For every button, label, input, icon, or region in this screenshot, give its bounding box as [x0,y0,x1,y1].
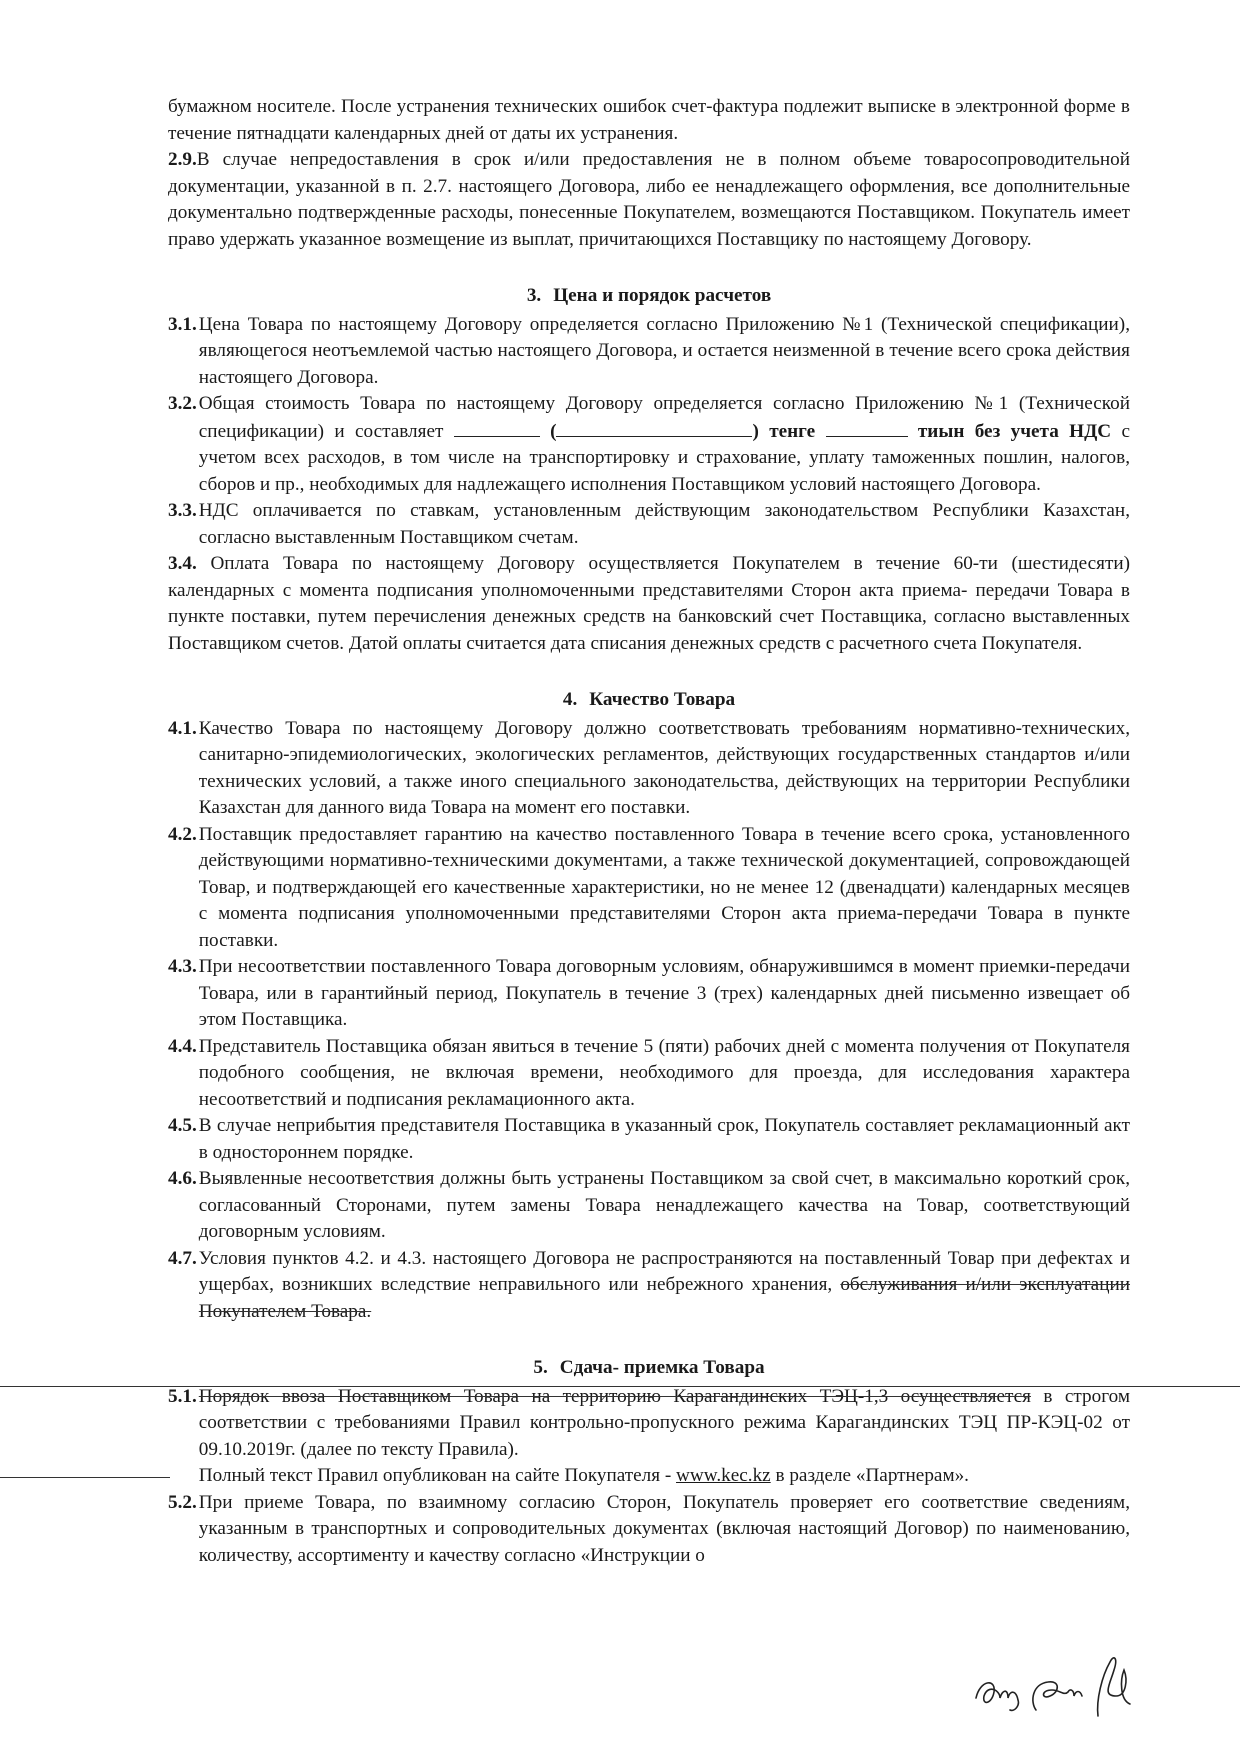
clause-3-4 [168,551,1130,657]
tenge-label: тенге [769,420,816,442]
clause-text: Выявленные несоответствия должны быть устранены Поставщиком за свой счет, в максимально короткий срок, согласованный Сторонами, путем замены Товара ненадлежащего качества на Товар, соответствующий договорным условиям. [198,1168,1130,1242]
clause-5-1 [168,1384,1130,1490]
clause-number: 4.6. [168,1168,197,1189]
clause-text: В случае неприбытия представителя Поставщика в указанный срок, Покупатель составляет рекламационный акт в одностороннем порядке. [198,1115,1130,1163]
tiyn-blank [826,418,908,437]
clause-4-1 [168,716,1130,822]
clause-text: При приеме Товара, по взаимному согласию Сторон, Покупатель проверяет его соответствие сведениям, указанным в транспортных и сопроводительных документах (включая настоящий Договор) по наименованию, количеству, ассортименту и качеству согласно «Инструкции о [198,1491,1130,1566]
intro-paragraph-1: бумажном носителе. После устранения технических ошибок счет-фактура подлежит выписке в электронной форме в течение пятнадцати календарных дней от даты их устранения. [168,96,1130,144]
section-number: 3. [526,285,542,306]
clause-text-part: с учетом всех расходов, в том числе на транспортировку и страхование, уплату таможенных пошлин, налогов, сборов и пр., необходимых для надлежащего исполнения Поставщиком условий настоящего Договора. [198,420,1131,495]
clause-number: 4.1. [168,717,197,739]
clause-number: 2.9. [168,149,197,170]
clause-3-3 [168,498,1130,551]
clause-text: Представитель Поставщика обязан явиться в течение 5 (пяти) рабочих дней с момента получения от Покупателя подобного сообщения, не включая времени, необходимого для проезда, для исследования характера несоответствий и подписания рекламационного акта. [198,1035,1130,1110]
section-number: 4. [562,689,578,710]
clause-number: 4.7. [168,1247,197,1269]
clause-4-4 [168,1034,1130,1114]
struck-text: обслуживания и/или эксплуатации Покупателем Товара. [198,1274,1131,1322]
clause-5-2 [168,1490,1130,1570]
clause-text-part: Общая стоимость Товара по настоящему Договору определяется согласно Приложению №1 (Технической спецификации) и составляет [198,393,1130,442]
section-3-heading [168,283,1130,310]
section-title: Сдача- приемка Товара [559,1357,765,1378]
section-title: Качество Товара [589,689,736,710]
section-4-heading [168,687,1130,714]
clause-number: 4.4. [168,1035,197,1057]
clause-2-9 [168,147,1130,253]
document-page [168,94,1130,1569]
clause-text: Качество Товара по настоящему Договору должно соответствовать требованиям нормативно-технических, санитарно-эпидемиологических, экологических регламентов, действующих государственных стандартов и/или технических условий, а также иного специального законодательства, действующих на территории Республики Казахстан для данного вида Товара на момент его поставки. [198,717,1130,818]
clause-text: НДС оплачивается по ставкам, установленным действующим законодательством Республики Казахстан, согласно выставленным Поставщиком счетам. [198,500,1130,548]
clause-text-part: в строгом соответствии с требованиями Правил контрольно-пропускного режима Карагандинских ТЭЦ ПР-КЭЦ-02 от 09.10.2019г. (далее по тексту Правила). [198,1385,1130,1460]
clause-4-3 [168,954,1130,1034]
clause-4-7 [168,1246,1130,1326]
clause-number: 4.5. [168,1115,197,1136]
clause-text [199,1384,1130,1490]
amount-blank [454,418,540,437]
signature-initials [970,1640,1140,1720]
clause-number: 4.2. [168,823,197,845]
clause-text: При несоответствии поставленного Товара договорным условиям, обнаружившимся в момент приемки-передачи Товара, или в гарантийный период, Покупатель в течение 3 (трех) календарных дней письменно извещает об этом Поставщика. [198,956,1130,1030]
clause-text-part: в разделе «Партнерам». [775,1465,969,1486]
clause-number: 3.2. [168,393,197,414]
amount-words-blank [556,418,752,437]
clause-number: 3.3. [168,500,197,521]
clause-number: 4.3. [168,956,197,977]
clause-text-part: Полный текст Правил опубликован на сайте Покупателя - [198,1465,672,1486]
paren-open: ( [550,420,557,442]
clause-text: Цена Товара по настоящему Договору определяется согласно Приложению №1 (Технической спецификации), являющегося неотъемлемой частью настоящего Договора, и остается неизменной в течение всего срока действия настоящего Договора. [198,313,1130,388]
clause-text: Оплата Товара по настоящему Договору осуществляется Покупателем в течение 60-ти (шестидесяти) календарных с момента подписания уполномоченными представителями Сторон акта приема- передачи Товара в пункте поставки, путем перечисления денежных средств на банковский счет Поставщика, согласно выставленных Поставщиком счетов. Датой оплаты считается дата списания денежных средств с расчетного счета Покупателя. [168,553,1130,654]
vat-note: тиын без учета НДС [917,420,1112,442]
clause-number: 5.2. [168,1491,197,1513]
struck-text: Порядок ввоза Поставщиком Товара на территорию Карагандинских ТЭЦ-1,3 осуществляется [198,1385,1031,1407]
paren-close: ) [752,420,759,442]
clause-text: Поставщик предоставляет гарантию на качество поставленного Товара в течение всего срока, установленного действующими нормативно-техническими документами, а также технической документацией, сопровождающей Товар, и подтверждающей его качественные характеристики, но не менее 12 (двенадцати) календарных месяцев с момента подписания уполномоченными представителями Сторон акта приема-передачи Товара в пункте поставки. [198,823,1130,951]
page-rule-line [0,1386,1240,1387]
clause-3-2 [168,391,1130,498]
clause-number: 5.1. [168,1385,197,1407]
clause-number: 3.1. [168,313,197,335]
website-link[interactable]: www.kec.kz [676,1465,771,1486]
clause-text [199,1246,1130,1326]
section-5-heading [168,1355,1130,1382]
margin-rule-line [0,1477,170,1478]
clause-4-6 [168,1166,1130,1246]
clause-text [199,391,1130,498]
clause-number: 3.4. [168,553,197,574]
clause-text: В случае непредоставления в срок и/или предоставления не в полном объеме товаросопроводительной документации, указанной в п. 2.7. настоящего Договора, либо ее ненадлежащего оформления, все дополнительные документально подтвержденные расходы, понесенные Покупателем, возмещаются Поставщиком. Покупатель имеет право удержать указанное возмещение из выплат, причитающихся Поставщику по настоящему Договору. [168,149,1130,250]
section-number: 5. [533,1357,548,1378]
clause-4-5 [168,1113,1130,1166]
clause-4-2 [168,822,1130,955]
clause-text-part: Условия пунктов 4.2. и 4.3. настоящего Договора не распространяются на поставленный Товар при дефектах и ущербах, возникших вследствие неправильного или небрежного хранения, [198,1247,1130,1295]
clause-3-1 [168,312,1130,392]
section-title: Цена и порядок расчетов [553,285,772,306]
